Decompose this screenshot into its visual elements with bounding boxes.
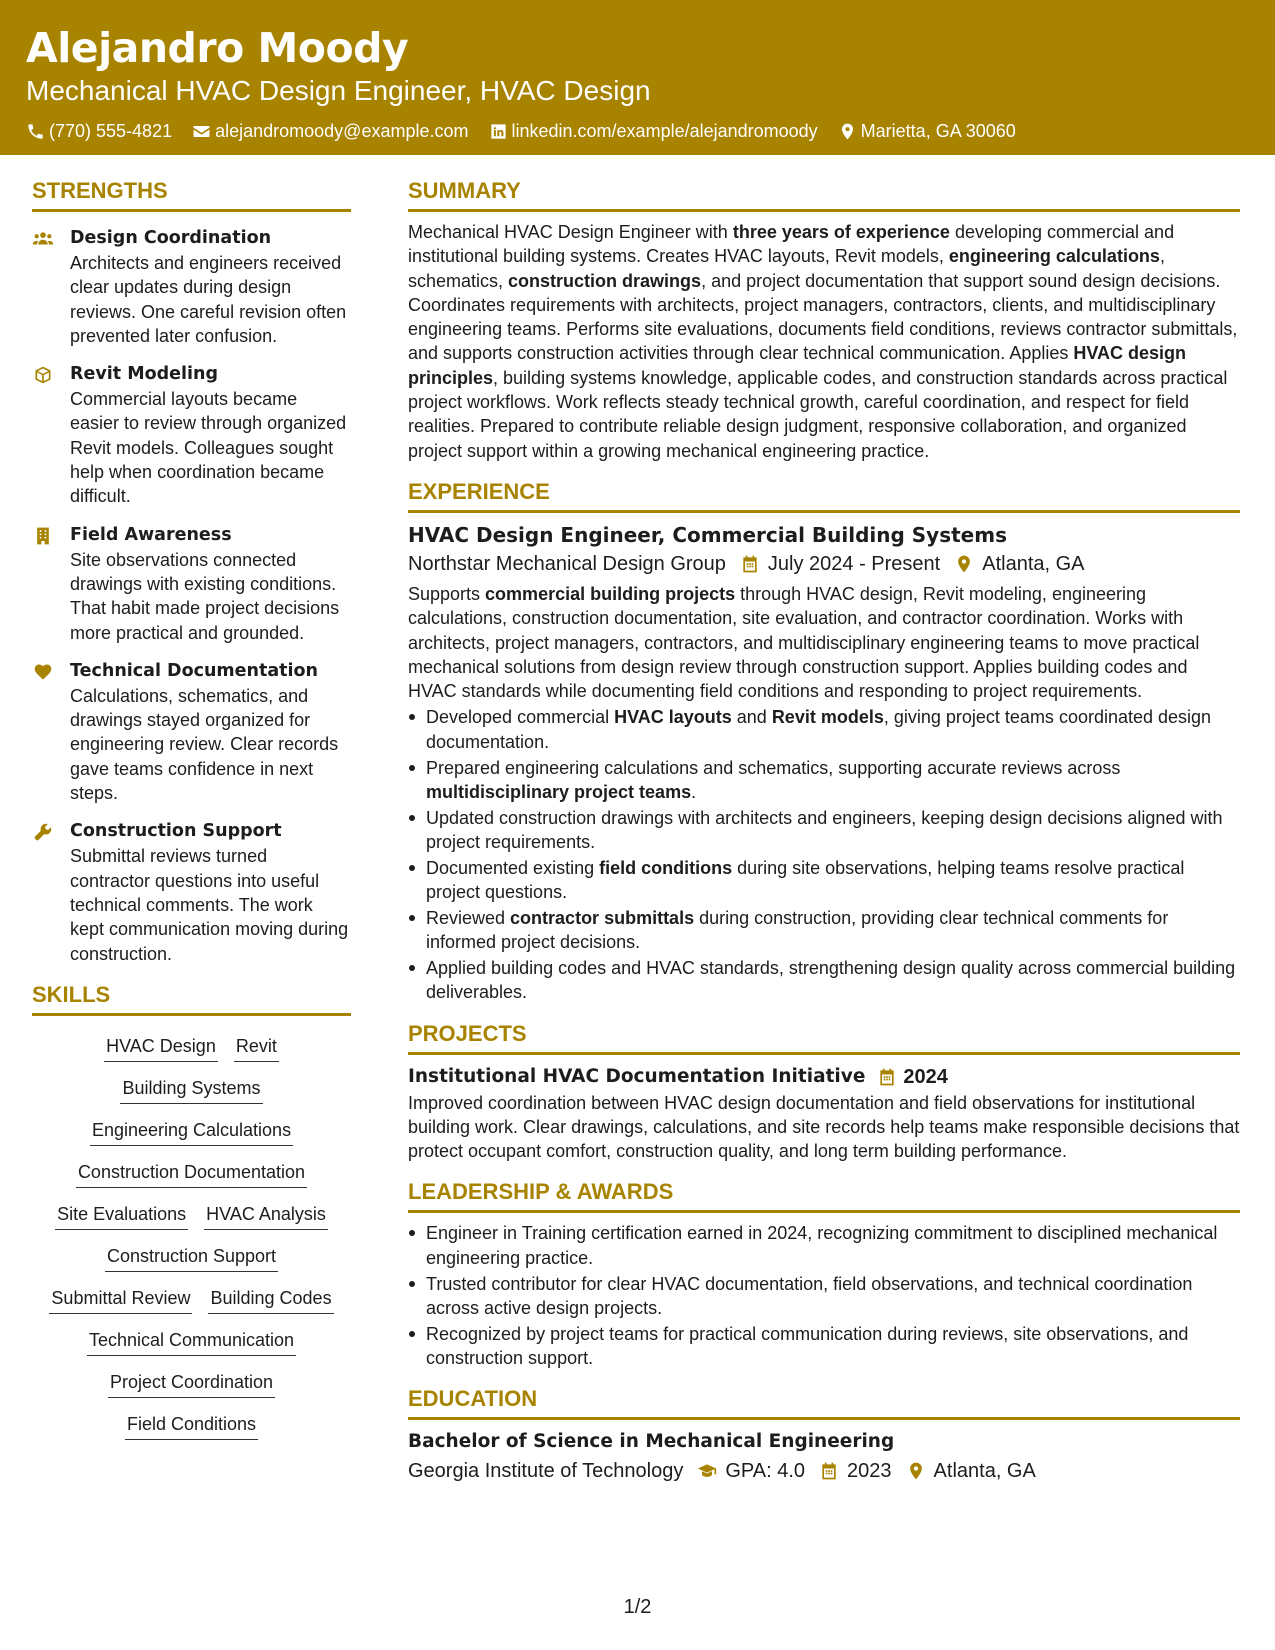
page-number: 1/2 [623,1596,652,1618]
heart-icon [32,662,54,682]
skill-row [32,1286,351,1314]
skill-tag: Building Codes [208,1286,333,1314]
job-entry [408,521,1240,1005]
list-item [408,756,1240,805]
text-run: Reviewed [426,907,511,928]
strength-title: Field Awareness [70,524,232,545]
text-run: , building systems knowledge, applicable codes, and construction standards across practical project workflows. Work reflects steady technical growth, careful coordination, and respect for field realities. Prepared to contribute reliable design judgment, responsive collaboration, and organized project support within a growing mechanical engineering practice. [408,367,1228,461]
job-meta [408,549,1240,579]
contact-bar [26,119,1249,143]
text-run: Documented existing [426,857,600,878]
summary-text [408,220,1240,463]
skill-tag: Construction Support [105,1244,278,1272]
wrench-icon [32,822,54,842]
contact-email[interactable] [192,119,468,143]
list-item [408,956,1240,1005]
strength-desc: Architects and engineers received clear updates during design reviews. One careful revision often prevented later confusion. [70,253,347,346]
email-text: alejandromoody@example.com [215,121,469,141]
calendar-icon [819,1461,839,1481]
strength-title: Revit Modeling [70,364,219,385]
strength-desc: Site observations connected drawings with existing conditions. That habit made project decisions more practical and grounded. [70,549,340,643]
contact-phone[interactable] [26,119,172,143]
text-run: Updated construction drawings with architects and engineers, keeping design decisions aligned with project requirements. [426,807,1223,852]
project-entry [408,1063,1240,1164]
strength-item [32,659,351,805]
emphasis-text: construction drawings [508,270,702,291]
skill-row [32,1244,351,1272]
map-pin-icon [906,1461,926,1481]
phone-text: (770) 555-4821 [49,121,173,141]
strength-item [32,226,351,348]
project-title: Institutional HVAC Documentation Initiative [408,1065,866,1087]
education-meta [408,1456,1240,1486]
emphasis-text: commercial building projects [485,583,736,604]
strength-title: Technical Documentation [70,660,319,681]
skill-tag: HVAC Design [104,1034,218,1062]
strength-title: Construction Support [70,821,282,842]
skills-heading: SKILLS [32,980,351,1016]
education-location: Atlanta, GA [933,1460,1036,1483]
strength-desc: Commercial layouts became easier to review through organized Revit models. Colleagues sought help when coordination became difficult. [70,389,347,507]
job-company: Northstar Mechanical Design Group [408,552,726,575]
strength-item [32,362,351,508]
skill-tag: HVAC Analysis [204,1202,328,1230]
text-run: through HVAC design, Revit modeling, engineering calculations, construction documentation, site evaluation, and contractor coordination. Works with architects, project managers, contractors, and multidisciplinary engineering teams to move practical mechanical solutions from design review through construction support. Applies building codes and HVAC standards while documenting field conditions and responding to project requirements. [408,583,1200,702]
text-run: Supports [408,583,486,604]
graduation-cap-icon [697,1461,717,1481]
list-item: Recognized by project teams for practical communication during reviews, site observations, and construction support. [408,1322,1240,1371]
map-pin-icon [954,554,974,574]
degree-title: Bachelor of Science in Mechanical Engineering [408,1431,895,1453]
emphasis-text: field conditions [599,857,733,878]
people-group-icon [32,229,54,249]
school-name: Georgia Institute of Technology [408,1460,684,1483]
emphasis-text: Revit models [771,707,884,728]
map-pin-icon [838,122,857,141]
emphasis-text: three years of experience [732,222,950,242]
job-bullets [408,705,1240,1004]
envelope-icon [192,122,211,141]
graduation-year: 2023 [847,1460,892,1483]
building-icon [32,526,54,546]
skill-row [32,1412,351,1440]
summary-heading: SUMMARY [408,176,1240,212]
job-dates: July 2024 - Present [767,552,941,575]
job-title: HVAC Design Engineer, Commercial Building Systems [408,522,1007,547]
text-run: Prepared engineering calculations and schematics, supporting accurate reviews across [426,757,1121,778]
skill-tag: Construction Documentation [76,1160,307,1188]
strength-desc: Calculations, schematics, and drawings stayed organized for engineering review. Clear records gave teams confidence in next steps. [70,685,339,804]
skill-tag: Technical Communication [87,1328,296,1356]
emphasis-text: HVAC design principles [408,343,1187,388]
job-location: Atlanta, GA [982,552,1085,575]
text-run: Mechanical HVAC Design Engineer with [408,222,733,242]
skill-tag: Site Evaluations [55,1202,188,1230]
strengths-list [32,220,351,966]
text-run: during construction, providing clear technical comments for informed project decisions. [426,907,1169,953]
phone-icon [26,122,45,141]
skill-row [32,1370,351,1398]
skill-tag: Revit [234,1034,279,1062]
calendar-icon [877,1067,897,1087]
gpa-text: GPA: 4.0 [725,1460,806,1483]
location-text: Marietta, GA 30060 [860,121,1016,141]
strengths-heading: STRENGTHS [32,176,351,212]
emphasis-text: multidisciplinary project teams [426,781,692,802]
skills-list [32,1024,351,1440]
text-run: and [731,707,772,728]
calendar-icon [740,554,760,574]
text-run: , giving project teams coordinated design documentation. [426,707,1212,752]
skill-row [32,1034,351,1062]
contact-linkedin[interactable] [489,119,818,143]
list-item: Trusted contributor for clear HVAC documentation, field observations, and technical coordination across active design projects. [408,1272,1240,1321]
strength-item [32,523,351,645]
skill-tag: Project Coordination [108,1370,275,1398]
skill-tag: Submittal Review [49,1286,192,1314]
skill-row [32,1076,351,1104]
contact-location [838,119,1016,143]
text-run: . [691,781,697,802]
experience-heading: EXPERIENCE [408,477,1240,513]
project-desc: Improved coordination between HVAC design documentation and field observations for institutional building work. Clear drawings, calculations, and site records help teams make responsible decisions that protect occupant comfort, construction quality, and long term building performance. [408,1092,1240,1162]
job-description [408,582,1240,703]
skill-row [32,1160,351,1188]
cube-icon [32,365,54,385]
skill-tag: Engineering Calculations [90,1118,293,1146]
skill-tag: Field Conditions [125,1412,258,1440]
candidate-name: Alejandro Moody [26,24,409,72]
left-column [32,176,351,1454]
education-entry [408,1428,1240,1486]
project-header [408,1063,1240,1091]
list-item: Engineer in Training certification earned in 2024, recognizing commitment to disciplined mechanical engineering practice. [408,1221,1240,1270]
emphasis-text: HVAC layouts [614,707,732,728]
list-item [408,856,1240,905]
projects-heading: PROJECTS [408,1019,1240,1055]
resume-header [0,0,1275,155]
leadership-heading: LEADERSHIP & AWARDS [408,1177,1240,1213]
skill-row [32,1118,351,1146]
education-heading: EDUCATION [408,1384,1240,1420]
skill-row [32,1202,351,1230]
strength-title: Design Coordination [70,228,272,248]
strength-desc: Submittal reviews turned contractor questions into useful technical comments. The work kept communication moving during construction. [70,846,349,964]
text-run: Applied building codes and HVAC standards, strengthening design quality across commercial building deliverables. [426,957,1236,1003]
right-column [408,176,1240,1489]
emphasis-text: engineering calculations [948,246,1160,267]
candidate-title: Mechanical HVAC Design Engineer, HVAC Design [26,75,651,106]
linkedin-text: linkedin.com/example/alejandromoody [511,121,818,141]
emphasis-text: contractor submittals [510,907,695,928]
skill-row [32,1328,351,1356]
skill-tag: Building Systems [120,1076,262,1104]
project-date: 2024 [903,1065,948,1088]
text-run: Developed commercial [426,707,615,728]
linkedin-icon [489,122,508,141]
list-item [408,906,1240,955]
strength-item [32,819,351,965]
list-item [408,806,1240,855]
leadership-bullets [408,1221,1240,1370]
list-item [408,705,1240,754]
text-run: , schematics, [408,246,1165,291]
text-run: during site observations, helping teams resolve practical project questions. [426,857,1185,903]
text-run: developing commercial and institutional building systems. Creates HVAC layouts, Revit models, [408,222,1175,267]
text-run: , and project documentation that support sound design decisions. Coordinates requirements with architects, project managers, contractors, clients, and multidisciplinary engineering teams. Performs site evaluations, documents field conditions, reviews contractor submittals, and supports construction activities through clear technical communication. Applies [408,270,1238,364]
